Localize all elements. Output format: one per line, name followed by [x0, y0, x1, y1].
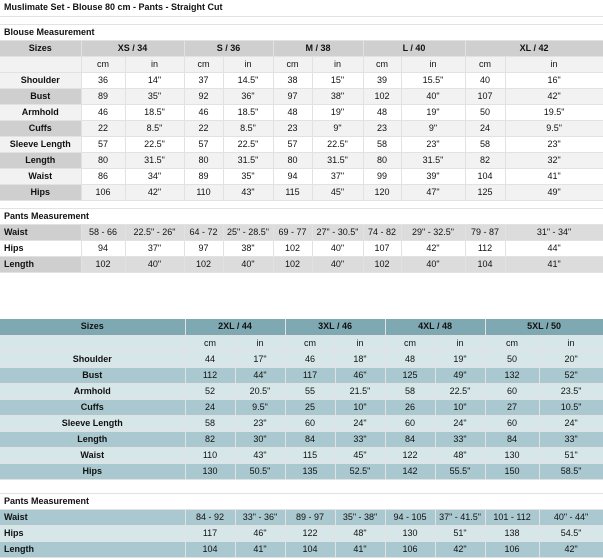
table-cell: 18.5" — [223, 104, 273, 120]
table-cell: 92 — [184, 88, 223, 104]
table-cell: 42" — [125, 184, 184, 200]
table-cell: 22.5" — [435, 383, 485, 399]
table-cell: 39 — [363, 72, 401, 88]
table-cell: 38" — [223, 240, 273, 256]
table-cell: 57 — [184, 136, 223, 152]
size-header: XL / 42 — [465, 40, 603, 56]
spacer-row — [0, 479, 603, 493]
unit-cm: cm — [385, 335, 435, 351]
table-cell: 106 — [81, 184, 125, 200]
blouse-heading: Blouse Measurement — [0, 24, 603, 40]
table-cell: 40 — [465, 72, 505, 88]
row-label: Sleeve Length — [0, 136, 81, 152]
table-cell: 46" — [235, 525, 285, 541]
unit-cm: cm — [273, 56, 312, 72]
spacer-row — [0, 16, 603, 24]
table-cell: 42" — [539, 541, 603, 557]
table-cell: 45" — [312, 184, 363, 200]
row-label: Waist — [0, 509, 185, 525]
table-row — [0, 72, 603, 88]
table-cell: 94 — [273, 168, 312, 184]
table-cell: 112 — [185, 367, 235, 383]
table-row — [0, 256, 603, 272]
table-cell: 16" — [505, 72, 603, 88]
table-cell: 58 — [185, 415, 235, 431]
table-row — [0, 463, 603, 479]
table-cell: 40" - 44" — [539, 509, 603, 525]
table-cell: 80 — [273, 152, 312, 168]
row-label: Cuffs — [0, 120, 81, 136]
table-cell: 82 — [465, 152, 505, 168]
table-cell: 58 — [385, 383, 435, 399]
table-cell: 24 — [185, 399, 235, 415]
table-cell: 18" — [335, 351, 385, 367]
table-cell: 122 — [385, 447, 435, 463]
table-cell: 43" — [223, 184, 273, 200]
table-cell: 89 — [81, 88, 125, 104]
table-cell: 31.5" — [223, 152, 273, 168]
table-cell: 38 — [273, 72, 312, 88]
table-cell: 10" — [435, 399, 485, 415]
row-label: Shoulder — [0, 351, 185, 367]
table-cell: 102 — [363, 256, 401, 272]
table-cell: 79 - 87 — [465, 224, 505, 240]
table-cell: 104 — [465, 168, 505, 184]
table-cell: 45" — [335, 447, 385, 463]
table-cell: 41" — [505, 256, 603, 272]
table-cell: 49" — [435, 367, 485, 383]
table-cell: 54.5" — [539, 525, 603, 541]
table-cell: 42" — [505, 88, 603, 104]
table-cell: 74 - 82 — [363, 224, 401, 240]
table-cell: 34" — [125, 168, 184, 184]
table-cell: 130 — [385, 525, 435, 541]
table-row — [0, 351, 603, 367]
table-cell: 15.5" — [401, 72, 465, 88]
table-cell: 58 — [363, 136, 401, 152]
table-row — [0, 184, 603, 200]
table-cell: 10.5" — [539, 399, 603, 415]
table-cell: 35" — [125, 88, 184, 104]
table-cell: 22.5" — [223, 136, 273, 152]
table-cell: 19" — [435, 351, 485, 367]
table-row — [0, 224, 603, 240]
table-cell: 37 — [184, 72, 223, 88]
table-cell: 27 — [485, 399, 539, 415]
row-label: Length — [0, 256, 81, 272]
table-cell: 32" — [505, 152, 603, 168]
table-cell: 117 — [185, 525, 235, 541]
table-cell: 64 - 72 — [184, 224, 223, 240]
table-cell: 104 — [285, 541, 335, 557]
pants-heading-row — [0, 493, 603, 509]
unit-in: in — [235, 335, 285, 351]
table-cell: 55 — [285, 383, 335, 399]
unit-cm: cm — [465, 56, 505, 72]
pants-heading: Pants Measurement — [0, 208, 603, 224]
size-header-row — [0, 40, 603, 56]
table-cell: 107 — [363, 240, 401, 256]
table-cell: 104 — [185, 541, 235, 557]
table-cell: 40" — [401, 256, 465, 272]
unit-cm: cm — [363, 56, 401, 72]
table-cell: 38" — [312, 88, 363, 104]
table-cell: 25 — [285, 399, 335, 415]
table-cell: 89 - 97 — [285, 509, 335, 525]
row-label: Length — [0, 431, 185, 447]
table-cell: 9.5" — [505, 120, 603, 136]
table-cell: 33" — [539, 431, 603, 447]
table-row — [0, 525, 603, 541]
row-label: Hips — [0, 463, 185, 479]
table-cell: 94 — [81, 240, 125, 256]
table-row — [0, 383, 603, 399]
row-label: Length — [0, 541, 185, 557]
table-cell: 69 - 77 — [273, 224, 312, 240]
row-label: Sleeve Length — [0, 415, 185, 431]
table-cell: 37" - 41.5" — [435, 509, 485, 525]
table-cell: 40" — [312, 240, 363, 256]
table-cell: 19" — [401, 104, 465, 120]
table-cell: 8.5" — [223, 120, 273, 136]
table-cell: 82 — [185, 431, 235, 447]
table-cell: 41" — [335, 541, 385, 557]
table-cell: 31.5" — [125, 152, 184, 168]
row-label: Bust — [0, 88, 81, 104]
table-row — [0, 431, 603, 447]
row-label: Length — [0, 152, 81, 168]
table-cell: 84 — [285, 431, 335, 447]
table-cell: 97 — [273, 88, 312, 104]
table-row — [0, 120, 603, 136]
table-cell: 120 — [363, 184, 401, 200]
size-header: XS / 34 — [81, 40, 184, 56]
size-header: M / 38 — [273, 40, 363, 56]
table-cell: 58 — [465, 136, 505, 152]
table-cell: 94 - 105 — [385, 509, 435, 525]
table-cell: 22.5" — [125, 136, 184, 152]
table-cell: 150 — [485, 463, 539, 479]
table-cell: 42" — [401, 240, 465, 256]
table-cell: 84 — [385, 431, 435, 447]
row-label: Waist — [0, 168, 81, 184]
table-cell: 47" — [401, 184, 465, 200]
table-cell: 106 — [485, 541, 539, 557]
size-header: 5XL / 50 — [485, 319, 603, 335]
table-cell: 23" — [505, 136, 603, 152]
table-row — [0, 509, 603, 525]
table-cell: 33" - 36" — [235, 509, 285, 525]
row-label: Waist — [0, 447, 185, 463]
table-cell: 9" — [312, 120, 363, 136]
table-cell: 19" — [312, 104, 363, 120]
table-cell: 49" — [505, 184, 603, 200]
table-cell: 130 — [185, 463, 235, 479]
table-cell: 107 — [465, 88, 505, 104]
bottom-section — [0, 319, 603, 558]
row-label: Bust — [0, 367, 185, 383]
table-cell: 132 — [485, 367, 539, 383]
table-cell: 36" — [223, 88, 273, 104]
table-cell: 115 — [285, 447, 335, 463]
table-cell: 23 — [363, 120, 401, 136]
table-cell: 102 — [81, 256, 125, 272]
table-cell: 19.5" — [505, 104, 603, 120]
table-cell: 29" - 32.5" — [401, 224, 465, 240]
table-cell: 102 — [273, 240, 312, 256]
table-cell: 52 — [185, 383, 235, 399]
table-cell: 42" — [435, 541, 485, 557]
table-cell: 31.5" — [401, 152, 465, 168]
table-cell: 36 — [81, 72, 125, 88]
unit-row — [0, 335, 603, 351]
table-cell: 31.5" — [312, 152, 363, 168]
size-header: L / 40 — [363, 40, 465, 56]
table-cell: 43" — [235, 447, 285, 463]
table-cell: 80 — [184, 152, 223, 168]
table-cell: 18.5" — [125, 104, 184, 120]
table-cell: 24" — [539, 415, 603, 431]
table-cell: 22.5" - 26" — [125, 224, 184, 240]
table-row — [0, 152, 603, 168]
table-cell: 60 — [385, 415, 435, 431]
table-cell: 57 — [273, 136, 312, 152]
table-row — [0, 88, 603, 104]
table-cell: 46 — [285, 351, 335, 367]
table-cell: 27" - 30.5" — [312, 224, 363, 240]
unit-in: in — [401, 56, 465, 72]
unit-row — [0, 56, 603, 72]
table-cell: 138 — [485, 525, 539, 541]
table-cell: 106 — [385, 541, 435, 557]
table-cell: 51" — [435, 525, 485, 541]
table-row — [0, 240, 603, 256]
table-cell: 46" — [335, 367, 385, 383]
table-cell: 25" - 28.5" — [223, 224, 273, 240]
table-cell: 57 — [81, 136, 125, 152]
table-cell: 33" — [335, 431, 385, 447]
table-cell: 89 — [184, 168, 223, 184]
row-label: Cuffs — [0, 399, 185, 415]
unit-in: in — [539, 335, 603, 351]
table-cell: 35" - 38" — [335, 509, 385, 525]
table-cell: 80 — [81, 152, 125, 168]
table-cell: 80 — [363, 152, 401, 168]
table-row — [0, 447, 603, 463]
table-cell: 52.5" — [335, 463, 385, 479]
table-row — [0, 136, 603, 152]
table-cell: 39" — [401, 168, 465, 184]
table-row — [0, 541, 603, 557]
table-cell: 44" — [235, 367, 285, 383]
blouse-rows — [0, 72, 603, 200]
spacer-row — [0, 200, 603, 208]
table-cell: 40" — [223, 256, 273, 272]
table-cell: 41" — [505, 168, 603, 184]
table-cell: 99 — [363, 168, 401, 184]
table-cell: 9" — [401, 120, 465, 136]
unit-cm: cm — [184, 56, 223, 72]
table-cell: 50 — [465, 104, 505, 120]
table-cell: 22 — [184, 120, 223, 136]
unit-in: in — [335, 335, 385, 351]
table-cell: 17" — [235, 351, 285, 367]
table-cell: 8.5" — [125, 120, 184, 136]
table-cell: 9.5" — [235, 399, 285, 415]
table-row — [0, 399, 603, 415]
table-row — [0, 168, 603, 184]
table-cell: 24" — [435, 415, 485, 431]
blouse-heading-row — [0, 24, 603, 40]
table-cell: 30" — [235, 431, 285, 447]
unit-cm: cm — [185, 335, 235, 351]
table-cell: 14" — [125, 72, 184, 88]
row-label: Hips — [0, 240, 81, 256]
table-cell: 60 — [485, 383, 539, 399]
row-label: Hips — [0, 525, 185, 541]
size-header: 3XL / 46 — [285, 319, 385, 335]
sizes-label: Sizes — [0, 319, 185, 335]
table-cell: 130 — [485, 447, 539, 463]
table-cell: 104 — [465, 256, 505, 272]
sizes-label: Sizes — [0, 40, 81, 56]
row-label: Hips — [0, 184, 81, 200]
table-cell: 26 — [385, 399, 435, 415]
table-cell: 142 — [385, 463, 435, 479]
table-cell: 84 — [485, 431, 539, 447]
table-cell: 24" — [335, 415, 385, 431]
table-cell: 37" — [125, 240, 184, 256]
table-cell: 40" — [125, 256, 184, 272]
table-cell: 84 - 92 — [185, 509, 235, 525]
table-cell: 51" — [539, 447, 603, 463]
table-cell: 37" — [312, 168, 363, 184]
row-label: Armhold — [0, 383, 185, 399]
table-cell: 46 — [81, 104, 125, 120]
table-cell: 50.5" — [235, 463, 285, 479]
unit-cm: cm — [81, 56, 125, 72]
table-cell: 46 — [184, 104, 223, 120]
unit-in: in — [435, 335, 485, 351]
pants-heading: Pants Measurement — [0, 493, 603, 509]
table-cell: 23.5" — [539, 383, 603, 399]
unit-in: in — [223, 56, 273, 72]
table-cell: 15" — [312, 72, 363, 88]
unit-cm: cm — [485, 335, 539, 351]
size-header: 2XL / 44 — [185, 319, 285, 335]
table-cell: 33" — [435, 431, 485, 447]
table-cell: 22 — [81, 120, 125, 136]
sheet-title: Muslimate Set - Blouse 80 cm - Pants - Straight Cut — [0, 0, 603, 16]
table-cell: 48 — [273, 104, 312, 120]
table-cell: 115 — [273, 184, 312, 200]
table-row — [0, 415, 603, 431]
blouse-rows — [0, 351, 603, 479]
table-cell: 110 — [184, 184, 223, 200]
table-cell: 58.5" — [539, 463, 603, 479]
table-cell: 55.5" — [435, 463, 485, 479]
unit-cm: cm — [285, 335, 335, 351]
pants-heading-row — [0, 208, 603, 224]
table-cell: 41" — [235, 541, 285, 557]
table-cell: 40" — [312, 256, 363, 272]
size-header-row — [0, 319, 603, 335]
size-header: S / 36 — [184, 40, 273, 56]
table-cell: 48" — [435, 447, 485, 463]
table-cell: 20.5" — [235, 383, 285, 399]
table-cell: 10" — [335, 399, 385, 415]
pants-rows — [0, 509, 603, 557]
table-cell: 14.5" — [223, 72, 273, 88]
unit-in: in — [505, 56, 603, 72]
table-cell: 102 — [273, 256, 312, 272]
table-cell: 23" — [235, 415, 285, 431]
table-cell: 60 — [285, 415, 335, 431]
table-cell: 31" - 34" — [505, 224, 603, 240]
table-row — [0, 104, 603, 120]
table-cell: 125 — [385, 367, 435, 383]
table-cell: 58 - 66 — [81, 224, 125, 240]
pants-rows — [0, 224, 603, 272]
table-cell: 52" — [539, 367, 603, 383]
table-cell: 24 — [465, 120, 505, 136]
table-cell: 135 — [285, 463, 335, 479]
table-cell: 60 — [485, 415, 539, 431]
top-section — [0, 0, 603, 273]
table-cell: 35" — [223, 168, 273, 184]
table-cell: 23" — [401, 136, 465, 152]
table-cell: 48 — [385, 351, 435, 367]
table-cell: 44" — [505, 240, 603, 256]
size-header: 4XL / 48 — [385, 319, 485, 335]
unit-in: in — [125, 56, 184, 72]
row-label: Waist — [0, 224, 81, 240]
table-cell: 101 - 112 — [485, 509, 539, 525]
table-cell: 122 — [285, 525, 335, 541]
table-cell: 48" — [335, 525, 385, 541]
table-cell: 50 — [485, 351, 539, 367]
row-label: Shoulder — [0, 72, 81, 88]
table-cell: 22.5" — [312, 136, 363, 152]
table-cell: 21.5" — [335, 383, 385, 399]
table-cell: 86 — [81, 168, 125, 184]
table-cell: 102 — [184, 256, 223, 272]
sheet-title-row — [0, 0, 603, 16]
unit-in: in — [312, 56, 363, 72]
row-label: Armhold — [0, 104, 81, 120]
table-cell: 20" — [539, 351, 603, 367]
table-row — [0, 367, 603, 383]
table-cell: 40" — [401, 88, 465, 104]
table-cell: 112 — [465, 240, 505, 256]
table-cell: 117 — [285, 367, 335, 383]
table-cell: 102 — [363, 88, 401, 104]
table-cell: 125 — [465, 184, 505, 200]
table-cell: 44 — [185, 351, 235, 367]
table-cell: 97 — [184, 240, 223, 256]
table-cell: 48 — [363, 104, 401, 120]
table-cell: 110 — [185, 447, 235, 463]
table-cell: 23 — [273, 120, 312, 136]
